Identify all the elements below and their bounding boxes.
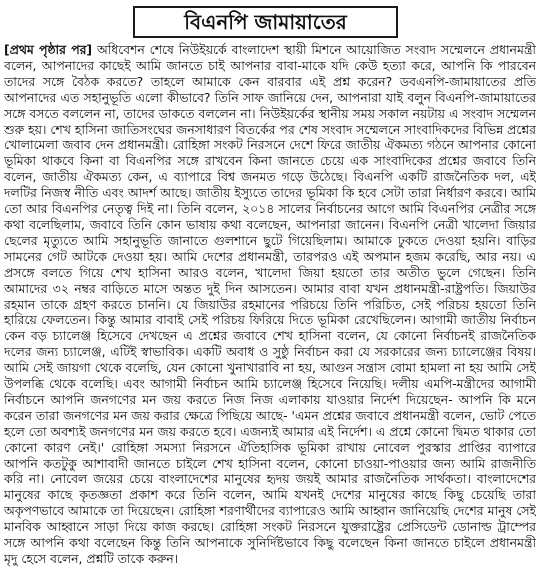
article-body-text: অধিবেশন শেষে নিউইয়র্কে বাংলাদেশ স্থায়ী মিশনে আয়োজিত সংবাদ সম্মেলনে প্রধানমন্ত্রী বলেন, আপনাদের কাছেই আমি জানতে চাই আপনার বাবা-মাকে যদি কেউ হত্যা করে, আপনি কি পারবেন তাদের সঙ্গে বৈঠক করতে? তাহলে আমাকে কেন বারবার এই প্রশ্ন করেন? ডবএনপি-জামায়াতের প্রতি আপনাদের এত সহানুভূতি এলো কীভাবে? তিনি সাফ জানিয়ে দেন, আপনারা যাই বলুন বিএনপি-জামায়াতের সঙ্গে বসতে বললেন না, তাদের ডাকতে বললেন না। নিউইয়র্কের স্থানীয় সময় সকাল নয়টায় এ সংবাদ সম্মেলন শুরু হয়। শেখ হাসিনা জাতিসংঘের জনসাধারণ বিতর্কের পর শেষ সংবাদ সম্মেলনে সাংবাদিকদের বিভিন্ন প্রশ্নের খোলামেলা জবাব দেন প্রধানমন্ত্রী। রোহিঙ্গা সংকট নিরসনে দেশে ফিরে জাতীয় ঐকমত্য গঠনে আপনার কোনো ভূমিকা থাকবে কিনা বা বিএনপির সঙ্গে রাখবেন কিনা জানতে চেয়ে এক সাংবাদিকের প্রশ্নের জবাবে তিনি বলেন, জাতীয় ঐকমত্য কেন, এ ব্যাপারে বিশ্ব জনমত গড়ে উঠেছে। বিএনপি একটি রাজনৈতিক দল, এই দলটির নিজস্ব নীতি এবং আদর্শ আছে। জাতীয় ইস্যুতে তাদের ভূমিকা কি হবে সেটা তারা নির্ধারণ করবে। আমি তো আর বিএনপির নেতৃত্ব দিই না। তিনি বলেন, ২০১৪ সালের নির্বাচনের আগে আমি বিএনপির নেত্রীর সঙ্গে কথা বলেছিলাম, জবাবে তিনি কোন ভাষায় কথা বলেছেন, আপনারা জানেন। বিএনপি নেত্রী খালেদা জিয়ার ছেলের মৃত্যুতে আমি সহানুভূতি জানাতে গুলশানে ছুটে গিয়েছিলাম। আমাকে ঢুকতে দেওয়া হয়নি। বাড়ির সামনের গেট আটকে দেওয়া হয়। আমি দেশের প্রধানমন্ত্রী, তারপরও এই অপমান হজম করেছি, আর নয়। এ প্রসঙ্গে বলতে গিয়ে শেখ হাসিনা আরও বলেন, খালেদা জিয়া হয়তো তার অতীত ভুলে গেছেন। তিনি আমাদের ৩২ নম্বর বাড়িতে মাসে অন্তত দুই দিন আসতেন। আমার বাবা যখন প্রধানমন্ত্রী-রাষ্ট্রপতি। জিয়াউর রহমান তাকে গ্রহণ করতে চাননি। যে জিয়াউর রহমানের পরিচয়ে তিনি পরিচিত, সেই পরিচয় হয়তো তিনি হারিয়ে ফেলতেন। কিন্তু আমার বাবাই সেই পরিচয় ফিরিয়ে দিতে ভূমিকা রেখেছিলেন। আগামী জাতীয় নির্বাচন কেন বড় চ্যালেঞ্জ হিসেবে দেখছেন এ প্রশ্নের জবাবে শেখ হাসিনা বলেন, যে কোনো নির্বাচনই রাজনৈতিক দলের জন্য চ্যালেঞ্জ, এটিই স্বাভাবিক। একটি অবাধ ও সুষ্ঠু নির্বাচন করা যে সরকারের জন্য চ্যালেঞ্জের বিষয়। আমি সেই জায়গা থেকে বলেছি, যেন কোনো খুনাখারাবি না হয়, আগুন সন্ত্রাস বোমা হামলা না হয় আমি সেই উপলব্ধি থেকে বলেছি। এবং আগামী নির্বাচন আমি চ্যালেঞ্জ হিসেবে নিয়েছি। দলীয় এমপি-মন্ত্রীদের আগামী নির্বাচনে আপনি জনগণের মন জয় করতে নিজ নিজ এলাকায় যাওয়ার নির্দেশ দিয়েছেন- আপনি কি মনে করেন তারা জনগণের মন জয় করার ক্ষেত্রে পিছিয়ে আছে- 'এমন প্রশ্নের জবাবে প্রধানমন্ত্রী বলেন, ভোট পেতে হলে তো অবশ্যই জনগণের মন জয় করতে হবে। এজন্যই আমার এই নির্দেশ। এ প্রশ্নে কোনো দ্বিমত থাকার তো কোনো কারণ নেই।' রোহিঙ্গা সমস্যা নিরসনে ঐতিহাসিক ভূমিকা রাখায় নোবেল পুরস্কার প্রাপ্তির ব্যাপারে আপনি কতটুকু আশাবাদী জানতে চাইলে শেখ হাসিনা বলেন, কোনো চাওয়া-পাওয়ার জন্য আমি রাজনীতি করি না। নোবেল জয়ের চেয়ে বাংলাদেশের মানুষের হৃদয় জয়ই আমার রাজনৈতিক সার্থকতা। বাংলাদেশের মানুষের কাছে কৃতজ্ঞতা প্রকাশ করে তিনি বলেন, আমি যখনই দেশের মানুষের কাছে কিছু চেয়েছি তারা অকৃপণভাবে আমাকে তা দিয়েছেন। রোহিঙ্গা শরণার্থীদের ব্যাপারেও আমি আহ্বান জানিয়েছি দেশের মানুষ সেই মানবিক আহ্বানে সাড়া দিয়ে কাজ করছে। রোহিঙ্গা সংকট নিরসনে যুক্তরাষ্ট্রের প্রেসিডেন্ট ডোনাল্ড ট্রাম্পের সঙ্গে আপনি কথা বলেছেন কিন্তু তিনি আপনাকে সুনির্দিষ্টভাবে কিছু বলেছেন কিনা জানতে চাইলে প্রধানমন্ত্রী মৃদু হেসে বলেন, প্রশ্নটি তাকে করুন।: [4, 42, 536, 566]
continued-from-label: [প্রথম পৃষ্ঠার পর]: [4, 42, 93, 57]
headline-box: [133, 6, 398, 38]
headline: বিএনপি জামায়াতের: [184, 10, 347, 34]
article-body: [4, 42, 536, 578]
